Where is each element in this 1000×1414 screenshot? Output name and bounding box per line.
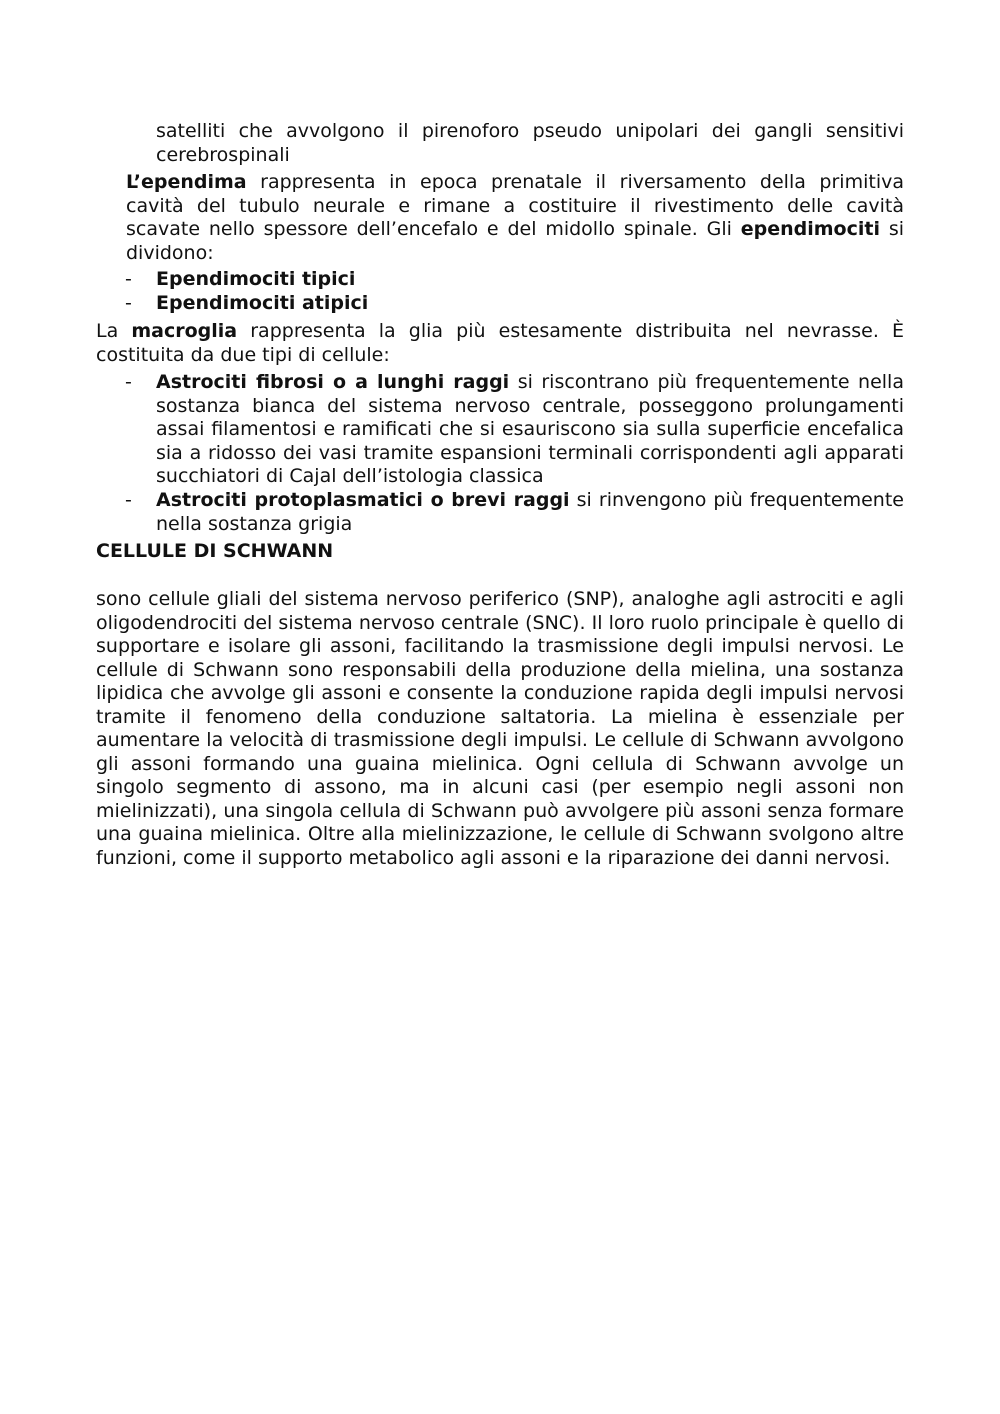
- section-heading: CELLULE DI SCHWANN: [96, 540, 334, 562]
- continuation-paragraph: satelliti che avvolgono il pirenoforo pseudo unipolari dei gangli sensitivi cerebrospinali: [156, 120, 904, 166]
- macroglia-paragraph: [96, 320, 904, 367]
- list-item-label: Ependimociti atipici: [156, 292, 369, 314]
- macroglia-text-2: rappresenta la glia più estesamente distribuita nel nevrasse. È costituita da due tipi di cellule:: [96, 320, 904, 366]
- ependima-term: L’ependima: [126, 171, 247, 193]
- ependima-paragraph: [126, 171, 904, 265]
- list-item-label: Ependimociti tipici: [156, 268, 356, 290]
- list-dash: -: [125, 489, 132, 511]
- astrociti-protoplasmatici-term: Astrociti protoplasmatici o brevi raggi: [156, 489, 570, 511]
- ependima-text-1: rappresenta in epoca prenatale il riversamento della primitiva cavità del tubulo neurale e rimane a costituire il rivestimento delle cavità scavate nello spessore dell’encefalo e del midollo spinale. Gli: [126, 171, 904, 240]
- ependimociti-term: ependimociti: [740, 218, 880, 240]
- ependima-text-2: si dividono:: [126, 218, 904, 264]
- list-dash: -: [125, 292, 132, 314]
- list-dash: -: [125, 268, 132, 290]
- macroglia-term: macroglia: [131, 320, 238, 342]
- astrociti-fibrosi-desc: si riscontrano più frequentemente nella sostanza bianca del sistema nervoso centrale, posseggono prolungamenti assai filamentosi e ramificati che si esauriscono sia sulla superficie encefalica sia a ridosso dei vasi tramite espansioni terminali corrispondenti agli apparati succhiatori di Cajal dell’istologia classica: [156, 371, 904, 487]
- macroglia-text-1: La: [96, 320, 132, 342]
- schwann-paragraph: sono cellule gliali del sistema nervoso periferico (SNP), analoghe agli astrociti e agli oligodendrociti del sistema nervoso centrale (SNC). Il loro ruolo principale è quello di supportare e isolare gli assoni, facilitando la trasmissione degli impulsi nervosi. Le cellule di Schwann sono responsabili della produzione della mielina, una sostanza lipidica che avvolge gli assoni e consente la conduzione rapida degli impulsi nervosi tramite il fenomeno della conduzione saltatoria. La mielina è essenziale per aumentare la velocità di trasmissione degli impulsi. Le cellule di Schwann avvolgono gli assoni formando una guaina mielinica. Ogni cellula di Schwann avvolge un singolo segmento di assono, ma in alcuni casi (per esempio negli assoni non mielinizzati), una singola cellula di Schwann può avvolgere più assoni senza formare una guaina mielinica. Oltre alla mielinizzazione, le cellule di Schwann svolgono altre funzioni, come il supporto metabolico agli assoni e la riparazione dei danni nervosi.: [96, 588, 904, 869]
- list-item-text: [156, 489, 904, 536]
- list-dash: -: [125, 371, 132, 393]
- astrociti-protoplasmatici-desc: si rinvengono più frequentemente nella sostanza grigia: [156, 489, 904, 535]
- astrociti-fibrosi-term: Astrociti fibrosi o a lunghi raggi: [156, 371, 510, 393]
- list-item-text: [156, 371, 904, 489]
